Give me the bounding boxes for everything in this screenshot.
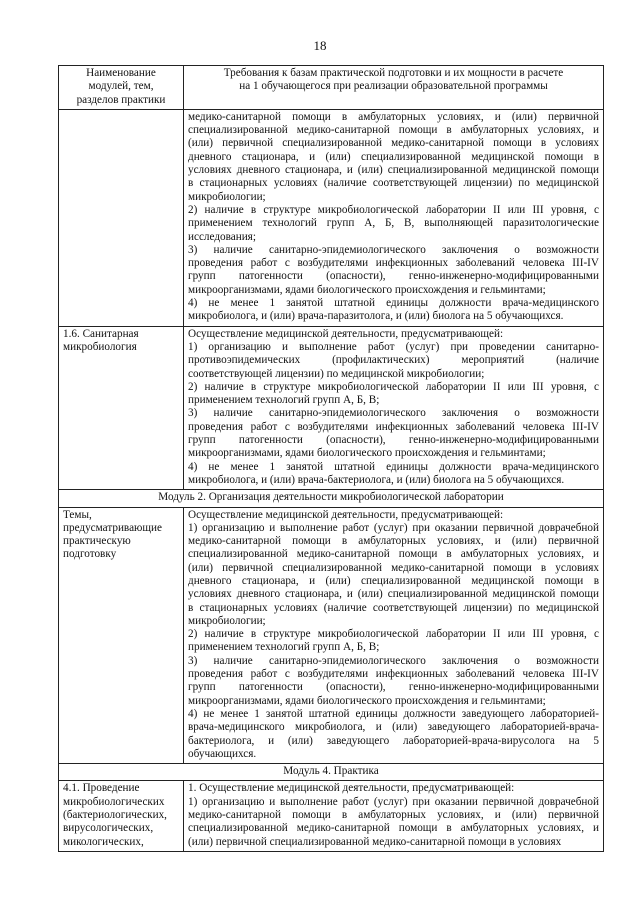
header-col2-line: Требования к базам практической подготовки и их мощности в расчете: [223, 67, 564, 79]
requirement-line: врача-медицинского микробиолога, и (или) заведующего лабораторией-врача-: [188, 721, 599, 734]
row-name-line: практическую: [63, 535, 131, 548]
table-header-row: [59, 66, 604, 110]
page-number: 18: [313, 38, 327, 53]
requirement-line: обучающихся.: [188, 747, 257, 760]
requirement-line: соответствующей лицензии) по медицинской микробиологии;: [188, 367, 485, 380]
requirement-line: применением технологий групп А, Б, В;: [188, 641, 380, 654]
requirement-line: Осуществление медицинской деятельности, предусматривающей:: [188, 508, 504, 521]
requirement-line: специализированной медико-санитарной помощи в амбулаторных условиях, и: [188, 548, 599, 561]
row-name-line: Темы,: [63, 508, 92, 521]
requirement-line: (или) первичной специализированной медико-санитарной помощи в условиях: [188, 561, 599, 574]
module-2-heading: Модуль 2. Организация деятельности микробиологической лаборатории: [59, 490, 604, 507]
row-name-line: микробиология: [63, 340, 137, 353]
requirement-line: в стационарных условиях (наличие соответствующей лицензии) по медицинской: [188, 601, 599, 614]
requirement-line: бактериолога, и (или) заведующего лабораторией-врача-вирусолога на 5: [188, 734, 599, 747]
row-name-cell: [59, 109, 184, 326]
requirement-line: 2) наличие в структуре микробиологической лаборатории II или III уровня, с: [188, 203, 599, 216]
module-heading-row: [59, 764, 604, 781]
requirement-line: 3) наличие санитарно-эпидемиологического заключения о возможности: [188, 243, 599, 256]
row-name-cell: [59, 781, 184, 851]
requirement-line: микробиолога, и (или) врача-бактериолога, и (или) биолога на 5 обучающихся.: [188, 473, 565, 486]
row-name-line: предусматривающие: [63, 521, 162, 534]
requirement-line: 1) организацию и выполнение работ (услуг) при оказании первичной доврачебной: [188, 795, 599, 808]
requirement-line: проведения работ с возбудителями инфекционных заболеваний человека III-IV: [188, 668, 599, 681]
requirement-line: (или) первичной специализированной медико-санитарной помощи в условиях: [188, 137, 599, 150]
table-row: [59, 109, 604, 326]
requirement-line: микроорганизмами, ядами биологического происхождения и гельминтами;: [188, 694, 546, 707]
requirement-line: групп патогенности (опасности), генно-инженерно-модифицированными: [188, 434, 599, 447]
header-col-requirements: [184, 66, 604, 110]
requirement-line: 4) не менее 1 занятой штатной единицы должности врача-медицинского: [188, 460, 599, 473]
requirement-line: применением технологий групп А, Б, В, выполняющей паразитологические: [188, 217, 599, 230]
requirement-line: специализированной медико-санитарной помощи в амбулаторных условиях, и: [188, 124, 599, 137]
requirement-line: 4) не менее 1 занятой штатной единицы должности заведующего лабораторией-: [188, 707, 599, 720]
requirement-line: проведения работ с возбудителями инфекционных заболеваний человека III-IV: [188, 257, 599, 270]
requirements-table: [58, 65, 604, 852]
header-col2-line: на 1 обучающегося при реализации образовательной программы: [239, 80, 548, 93]
row-requirements-cell: [184, 109, 604, 326]
row-name-line: 1.6. Санитарная: [63, 327, 139, 340]
row-name-line: 4.1. Проведение: [63, 782, 140, 795]
requirement-line: Осуществление медицинской деятельности, предусматривающей:: [188, 327, 504, 340]
table-row: [59, 326, 604, 490]
requirement-line: 2) наличие в структуре микробиологической лаборатории II или III уровня, с: [188, 380, 599, 393]
requirement-line: микроорганизмами, ядами биологического происхождения и гельминтами;: [188, 447, 546, 460]
requirement-line: дневного стационара, и (или) специализированной медицинской помощи в: [188, 150, 599, 163]
requirement-line: исследования;: [188, 230, 256, 243]
requirement-line: микробиологии;: [188, 190, 266, 203]
table-row: [59, 781, 604, 851]
requirement-line: микробиологии;: [188, 614, 266, 627]
requirement-line: условиях дневного стационара, и (или) специализированной медицинской помощи: [188, 164, 599, 177]
requirement-line: 3) наличие санитарно-эпидемиологического заключения о возможности: [188, 407, 599, 420]
requirement-line: специализированной медико-санитарной помощи в амбулаторных условиях, и: [188, 822, 599, 835]
requirement-line: в стационарных условиях (наличие соответствующей лицензии) по медицинской: [188, 177, 599, 190]
requirement-line: медико-санитарной помощи в амбулаторных условиях, и (или) первичной: [188, 809, 599, 822]
row-name-cell: [59, 326, 184, 490]
row-requirements-cell: [184, 507, 604, 764]
header-col-name: [59, 66, 184, 110]
requirement-line: 4) не менее 1 занятой штатной единицы должности врача-медицинского: [188, 297, 599, 310]
row-name-line: микробиологических: [63, 795, 165, 808]
row-name-line: вирусологических,: [63, 822, 154, 835]
requirement-line: 3) наличие санитарно-эпидемиологического заключения о возможности: [188, 654, 599, 667]
requirement-line: противоэпидемических (профилактических) мероприятий (наличие: [188, 354, 599, 367]
header-col1-line: разделов практики: [76, 93, 166, 106]
requirement-line: 1) организацию и выполнение работ (услуг) при оказании первичной доврачебной: [188, 521, 599, 534]
requirement-line: медико-санитарной помощи в амбулаторных условиях, и (или) первичной: [188, 110, 599, 123]
row-requirements-cell: [184, 326, 604, 490]
requirement-line: применением технологий групп А, Б, В;: [188, 394, 380, 407]
requirement-line: 2) наличие в структуре микробиологической лаборатории II или III уровня, с: [188, 628, 599, 641]
row-name-line: подготовку: [63, 548, 117, 561]
requirement-line: дневного стационара, и (или) специализированной медицинской помощи в: [188, 574, 599, 587]
header-col1-line: Наименование: [86, 67, 156, 79]
row-requirements-cell: [184, 781, 604, 851]
table-row: [59, 507, 604, 764]
requirement-line: (или) первичной специализированной медико-санитарной помощи в условиях: [188, 835, 562, 848]
requirement-line: условиях дневного стационара, и (или) специализированной медицинской помощи: [188, 588, 599, 601]
requirement-line: микроорганизмами, ядами биологического происхождения и гельминтами;: [188, 283, 546, 296]
requirement-line: 1) организацию и выполнение работ (услуг) при проведении санитарно-: [188, 340, 599, 353]
requirement-line: проведения работ с возбудителями инфекционных заболеваний человека III-IV: [188, 420, 599, 433]
row-name-line: (бактериологических,: [63, 809, 167, 822]
module-4-heading: Модуль 4. Практика: [59, 764, 604, 781]
row-name-cell: [59, 507, 184, 764]
requirement-line: медико-санитарной помощи в амбулаторных условиях, и (или) первичной: [188, 535, 599, 548]
requirement-line: микробиолога, и (или) врача-паразитолога, и (или) биолога на 5 обучающихся.: [188, 310, 564, 323]
requirement-line: групп патогенности (опасности), генно-инженерно-модифицированными: [188, 270, 599, 283]
header-col1-line: модулей, тем,: [88, 80, 154, 93]
row-name-line: микологических,: [63, 835, 144, 848]
requirement-line: 1. Осуществление медицинской деятельности, предусматривающей:: [188, 782, 515, 795]
module-heading-row: [59, 490, 604, 507]
requirement-line: групп патогенности (опасности), генно-инженерно-модифицированными: [188, 681, 599, 694]
